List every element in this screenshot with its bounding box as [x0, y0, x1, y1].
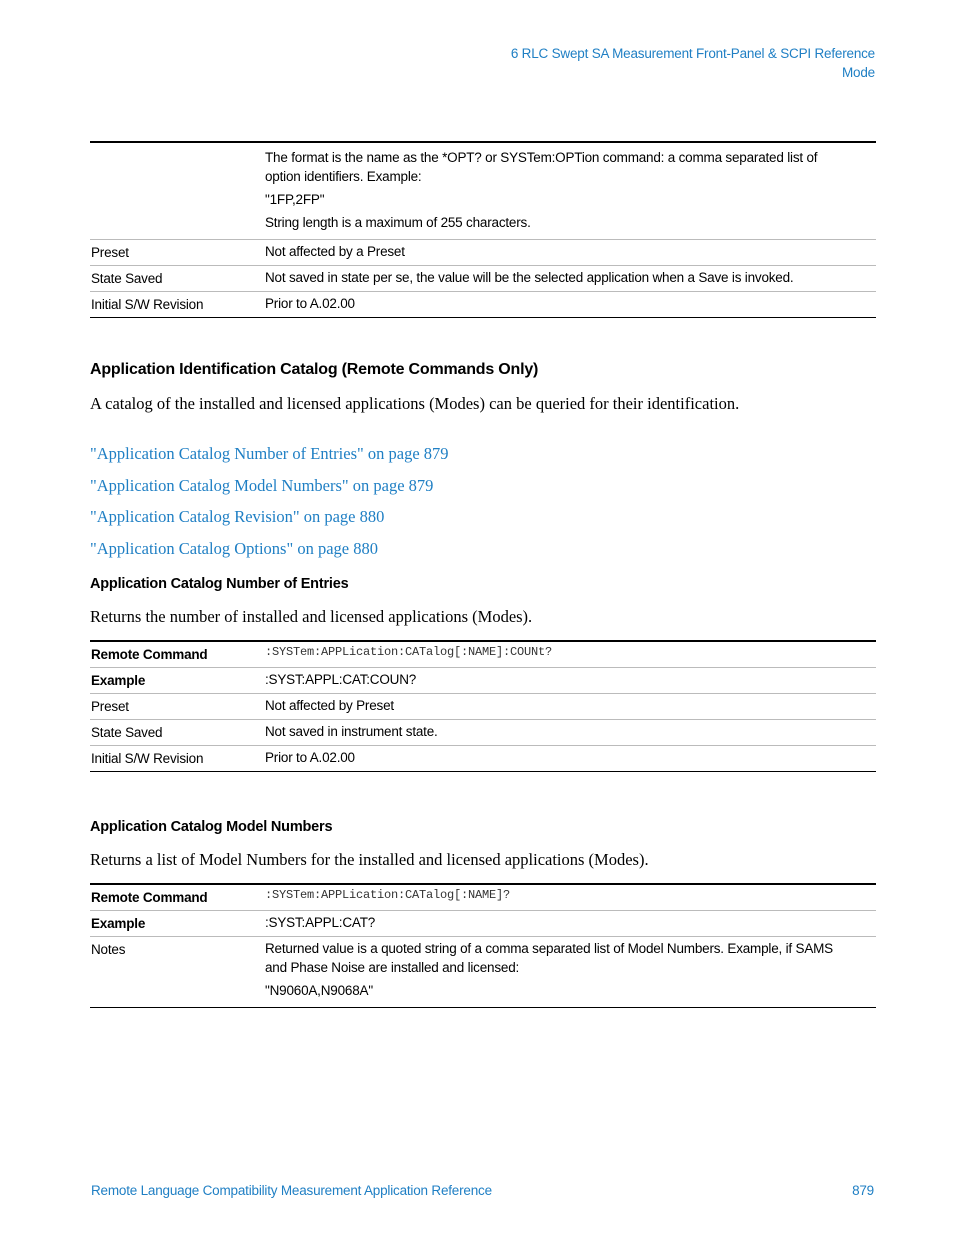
row-label: Remote Command: [91, 890, 208, 905]
row-value: Not saved in state per se, the value will be the selected application when a Save is invoked.: [265, 270, 794, 285]
row-label: State Saved: [91, 271, 163, 286]
row-value: Not affected by Preset: [265, 698, 394, 713]
table-row: [90, 937, 876, 1007]
models-description: Returns a list of Model Numbers for the installed and licensed applications (Modes).: [90, 850, 649, 869]
row-label: Example: [91, 916, 146, 931]
footer-title: Remote Language Compatibility Measurement Application Reference: [91, 1183, 492, 1198]
entries-description: Returns the number of installed and licensed applications (Modes).: [90, 607, 533, 626]
models-table: [90, 883, 876, 1008]
row-value: Prior to A.02.00: [265, 750, 355, 765]
entries-title: Application Catalog Number of Entries: [90, 576, 349, 592]
format-example: "1FP,2FP": [265, 192, 325, 207]
row-label: Remote Command: [91, 647, 208, 662]
link-model-numbers[interactable]: "Application Catalog Model Numbers" on page 879: [90, 476, 434, 495]
page-number: 879: [852, 1183, 874, 1198]
section-title: Application Identification Catalog (Remote Commands Only): [90, 361, 539, 378]
example-command: :SYST:APPL:CAT:COUN?: [265, 672, 417, 687]
row-label: Notes: [91, 942, 126, 957]
header-mode: Mode: [842, 65, 875, 80]
table-row: [90, 720, 876, 746]
notes-example: "N9060A,N9068A": [265, 983, 373, 998]
table-row: [90, 642, 876, 668]
remote-command: :SYSTem:APPLication:CATalog[:NAME]:COUNt?: [265, 645, 553, 659]
row-label: State Saved: [91, 725, 163, 740]
example-command: :SYST:APPL:CAT?: [265, 915, 376, 930]
entries-table: [90, 640, 876, 772]
link-number-of-entries[interactable]: "Application Catalog Number of Entries" on page 879: [90, 444, 449, 463]
table-row: [90, 266, 876, 292]
row-value: Not saved in instrument state.: [265, 724, 438, 739]
row-value: Prior to A.02.00: [265, 296, 355, 311]
row-label: Example: [91, 673, 146, 688]
notes-text: Returned value is a quoted string of a comma separated list of Model Numbers. Example, if SAMS and Phase Noise are installed and licensed:: [265, 941, 833, 975]
table-row: [90, 694, 876, 720]
row-value: Not affected by a Preset: [265, 244, 405, 259]
section-description: A catalog of the installed and licensed applications (Modes) can be queried for their identification.: [90, 394, 740, 413]
row-label: Preset: [91, 699, 129, 714]
row-label: Initial S/W Revision: [91, 751, 204, 766]
link-options[interactable]: "Application Catalog Options" on page 880: [90, 539, 378, 558]
option-format-table: [90, 141, 876, 318]
table-row: [90, 911, 876, 937]
running-header: [511, 44, 875, 82]
table-row: [90, 240, 876, 266]
table-row: [90, 885, 876, 911]
format-description: The format is the name as the *OPT? or SYSTem:OPTion command: a comma separated list of option identifiers. Example:: [265, 150, 818, 184]
row-label: Initial S/W Revision: [91, 297, 204, 312]
header-chapter: 6 RLC Swept SA Measurement Front-Panel & SCPI Reference: [510, 46, 875, 61]
remote-command: :SYSTem:APPLication:CATalog[:NAME]?: [265, 888, 511, 902]
models-title: Application Catalog Model Numbers: [90, 819, 333, 835]
table-row: [90, 143, 876, 240]
string-length-note: String length is a maximum of 255 characters.: [265, 215, 531, 230]
table-row: [90, 292, 876, 317]
table-row: [90, 668, 876, 694]
row-label: Preset: [91, 245, 129, 260]
table-row: [90, 746, 876, 771]
link-revision[interactable]: "Application Catalog Revision" on page 880: [90, 507, 385, 526]
